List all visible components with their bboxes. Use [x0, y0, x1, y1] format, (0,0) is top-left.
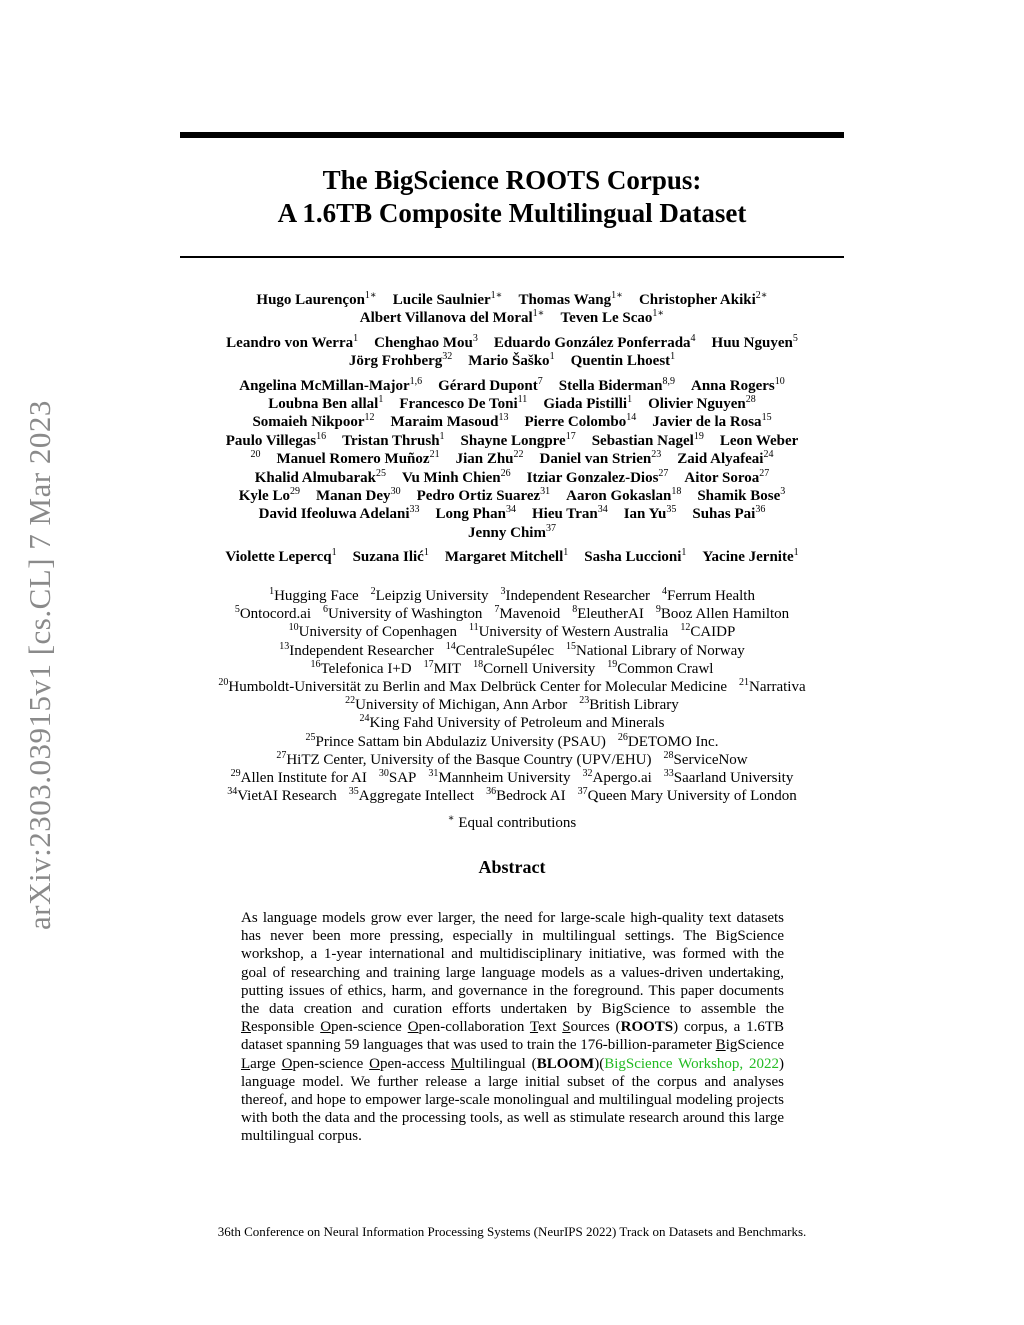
author-affiliation-mark: 1	[378, 394, 384, 406]
author-affiliation-mark: 26	[500, 467, 511, 479]
author-name: Itziar Gonzalez-Dios$^{27}$	[526, 467, 669, 486]
author-name: Chenghao Mou$^3$	[374, 332, 478, 351]
author-affiliation-mark: 1,6	[409, 375, 423, 387]
author-affiliation-mark: 3	[472, 332, 478, 344]
author-affiliation-mark: 10	[774, 375, 785, 387]
author-affiliation-mark: 32	[442, 351, 453, 363]
affiliation: $^{35}$Aggregate Intellect	[348, 786, 475, 805]
equal-contribution-mark: ∗	[447, 813, 455, 824]
affiliation: $^9$Booz Allen Hamilton	[655, 604, 790, 623]
affiliation-line	[170, 696, 854, 714]
abstract-text-3: language model. We further release a large initial subset of the corpus and analyses thereof, and hope to empower large-scale monolingual and multilingual modeling projects with both the data and the processing tools, as well as stimulate research around this large multilingual corpus.	[241, 1073, 784, 1145]
affiliation-line	[170, 605, 854, 623]
author-affiliation-mark: 37	[545, 522, 556, 534]
affiliation: $^3$Independent Researcher	[500, 586, 651, 604]
author-affiliation-mark: 34	[597, 504, 608, 516]
author-name: Loubna Ben allal$^1$	[268, 394, 384, 413]
author-name: Giada Pistilli$^1$	[543, 394, 633, 413]
author-list	[176, 291, 848, 573]
author-affiliation-mark: 1	[627, 394, 633, 406]
affiliation: $^{30}$SAP	[378, 768, 417, 787]
author-line	[176, 352, 848, 370]
author-name: Tristan Thrush$^1$	[342, 430, 445, 449]
affiliation-line	[170, 587, 854, 605]
affiliation: $^{26}$DETOMO Inc.	[617, 731, 719, 750]
author-affiliation-mark: 16	[316, 430, 327, 442]
affiliation: $^{23}$British Library	[579, 695, 679, 714]
author-affiliation-mark: 27	[759, 467, 770, 479]
title-line-2: A 1.6TB Composite Multilingual Dataset	[277, 198, 747, 228]
author-name: Khalid Almubarak$^{25}$	[254, 467, 386, 486]
author-name: Pedro Ortiz Suarez$^{31}$	[416, 486, 551, 505]
affiliation-line	[170, 642, 854, 660]
author-group	[176, 291, 848, 328]
abstract-heading: Abstract	[478, 857, 546, 877]
citation-name[interactable]: BigScience Workshop	[604, 1055, 740, 1072]
author-name: Quentin Lhoest$^1$	[570, 351, 676, 370]
author-affiliation-mark: 20	[250, 449, 261, 461]
top-rule	[180, 132, 844, 138]
author-affiliation-mark: 29	[289, 486, 300, 498]
author-name: Aaron Gokaslan$^{18}$	[566, 486, 682, 505]
author-affiliation-mark: 8,9	[662, 375, 675, 387]
author-affiliation-mark: 1	[793, 547, 799, 559]
title-rule	[180, 256, 844, 258]
affiliation: $^{34}$VietAI Research	[227, 786, 337, 805]
author-line	[176, 334, 848, 352]
author-name: Daniel van Strien$^{23}$	[539, 449, 662, 468]
author-name: Jörg Frohberg$^{32}$	[348, 351, 453, 370]
affiliation: $^1$Hugging Face	[269, 586, 359, 604]
author-affiliation-mark: 1∗	[611, 290, 623, 301]
author-name	[251, 451, 261, 467]
author-name: Albert Villanova del Moral$^{1∗}$	[359, 308, 545, 327]
affiliation: $^{16}$Telefonica I+D	[310, 658, 412, 677]
author-affiliation-mark: 1	[670, 351, 676, 363]
author-line	[176, 395, 848, 413]
author-name: Maraim Masoud$^{13}$	[390, 412, 509, 431]
affiliation: $^{36}$Bedrock AI	[486, 786, 566, 805]
author-line	[176, 548, 848, 566]
abstract-text-2: corpus, a 1.6TB dataset spanning 59 languages that was used to train the 176-billion-parameter	[241, 1019, 785, 1054]
abstract-body: As language models grow ever larger, the need for large-scale high-quality text datasets has never been more pressing, especially in multilingual settings. The BigScience workshop, a 1-year international and multidisciplinary initiative, was formed with the goal of researching and training large language models as a values-driven undertaking, putting issues of ethics, harm, and governance in the foreground. This paper documents the data creation and curation efforts undertaken by BigScience to assemble the Responsible Open-science Open-collaboration Text Sources (ROOTS) corpus, a 1.6TB dataset spanning 59 languages that was used to train the 176-billion-parameter BigScience Large Open-science Open-access Multilingual (BLOOM)(BigScience Workshop, 2022) language model. We further release a large initial subset of the corpus and analyses thereof, and hope to empower large-scale monolingual and multilingual modeling projects with both the data and the processing tools, as well as stimulate research around this large multilingual corpus.	[241, 910, 785, 1145]
affiliation: $^{20}$Humboldt-Universität zu Berlin and Max Delbrück Center for Molecular Medicine	[218, 677, 727, 696]
author-affiliation-mark: 1	[549, 351, 555, 363]
author-line	[176, 524, 848, 542]
affiliation: $^{33}$Saarland University	[663, 768, 794, 787]
author-name: Jian Zhu$^{22}$	[455, 449, 524, 468]
author-affiliation-mark: 1	[331, 547, 337, 559]
author-affiliation-mark: 1∗	[532, 308, 545, 320]
author-affiliation-mark: 1	[353, 332, 359, 344]
author-name: Eduardo González Ponferrada$^4$	[493, 332, 696, 351]
author-line	[176, 377, 848, 395]
author-name: Somaieh Nikpoor$^{12}$	[252, 412, 375, 431]
affiliation: $^{14}$CentraleSupélec	[445, 640, 555, 659]
author-affiliation-mark: 12	[364, 412, 375, 424]
author-name: Anna Rogers$^{10}$	[690, 375, 785, 394]
author-affiliation-mark: 1∗	[652, 308, 665, 320]
footer-venue: 36th Conference on Neural Information Processing Systems (NeurIPS 2022) Track on Datasets and Benchmarks.	[217, 1224, 807, 1239]
author-affiliation-mark: 36	[755, 504, 766, 516]
arxiv-stamp: arXiv:2303.03915v1 [cs.CL] 7 Mar 2023	[22, 400, 57, 930]
author-affiliation-mark: 24	[763, 449, 774, 461]
affiliation: $^{13}$Independent Researcher	[279, 640, 434, 659]
title-line-1: The BigScience ROOTS Corpus:	[322, 165, 702, 195]
affiliation: $^6$University of Washington	[323, 604, 483, 623]
author-affiliation-mark: 21	[429, 449, 440, 461]
author-name: Suhas Pai$^{36}$	[692, 504, 766, 523]
author-group	[176, 377, 848, 543]
author-name: Ian Yu$^{35}$	[623, 504, 677, 523]
author-name: Manuel Romero Muñoz$^{21}$	[276, 449, 440, 468]
affiliation: $^{27}$HiTZ Center, University of the Basque Country (UPV/EHU)	[276, 749, 652, 768]
author-affiliation-mark: 18	[671, 486, 682, 498]
paper-title	[180, 164, 844, 230]
citation-year[interactable]: 2022	[749, 1055, 780, 1072]
author-line	[176, 291, 848, 309]
author-name: Yacine Jernite$^1$	[702, 547, 799, 566]
author-affiliation-mark: 1	[439, 430, 445, 442]
author-name: Shamik Bose$^3$	[697, 486, 786, 505]
author-name: Mario Šaško$^1$	[468, 351, 555, 370]
affiliation-line	[170, 751, 854, 769]
author-name: Christopher Akiki$^{2∗}$	[638, 290, 768, 308]
author-name: Pierre Colombo$^{14}$	[524, 412, 637, 431]
affiliation-line	[170, 733, 854, 751]
author-name: Manan Dey$^{30}$	[315, 486, 401, 505]
affiliation: $^{29}$Allen Institute for AI	[230, 768, 367, 787]
affiliation-line	[170, 787, 854, 805]
author-name: Leandro von Werra$^1$	[226, 332, 359, 351]
author-line	[176, 432, 848, 450]
author-affiliation-mark: 31	[540, 486, 551, 498]
author-affiliation-mark: 17	[565, 430, 576, 442]
affiliation: $^{21}$Narrativa	[738, 677, 806, 696]
author-name: Paulo Villegas$^{16}$	[225, 430, 327, 449]
affiliation: $^{31}$Mannheim University	[428, 768, 571, 787]
author-affiliation-mark: 33	[409, 504, 420, 516]
author-affiliation-mark: 27	[658, 467, 669, 479]
author-line	[176, 505, 848, 523]
author-affiliation-mark: 35	[666, 504, 677, 516]
affiliation: $^{17}$MIT	[423, 658, 462, 677]
author-name: Sebastian Nagel$^{19}$	[591, 430, 704, 449]
author-name: Zaid Alyafeai$^{24}$	[677, 449, 774, 468]
author-affiliation-mark: 7	[537, 375, 543, 387]
affiliation-line	[170, 623, 854, 641]
affiliation-line	[170, 769, 854, 787]
author-affiliation-mark: 1∗	[490, 290, 503, 301]
author-affiliation-mark: 1∗	[364, 290, 377, 301]
affiliation: $^8$EleutherAI	[572, 604, 644, 623]
author-line	[176, 487, 848, 505]
author-name: Lucile Saulnier$^{1∗}$	[392, 290, 503, 308]
affiliation: $^7$Mavenoid	[494, 604, 561, 623]
author-line	[176, 450, 848, 468]
author-affiliation-mark: 13	[498, 412, 509, 424]
author-group	[176, 334, 848, 371]
author-name: Jenny Chim$^{37}$	[468, 522, 556, 541]
author-name: Kyle Lo$^{29}$	[238, 486, 300, 505]
author-line	[176, 413, 848, 431]
author-affiliation-mark: 28	[745, 394, 756, 406]
author-name: Olivier Nguyen$^{28}$	[648, 394, 756, 413]
author-name: Long Phan$^{34}$	[435, 504, 516, 523]
author-name: Gérard Dupont$^7$	[438, 375, 543, 394]
author-group	[176, 548, 848, 566]
affiliation: $^2$Leipzig University	[370, 586, 489, 604]
affiliation: $^{24}$King Fahd University of Petroleum and Minerals	[359, 713, 665, 732]
author-affiliation-mark: 1	[423, 547, 429, 559]
author-name: Violette Lepercq$^1$	[225, 547, 337, 566]
author-affiliation-mark: 4	[690, 332, 696, 344]
author-name: Shayne Longpre$^{17}$	[460, 430, 576, 449]
bloom-expansion: BigScience Large Open-science Open-access Multilingual	[241, 1037, 784, 1072]
author-line	[176, 309, 848, 327]
author-name: Margaret Mitchell$^1$	[444, 547, 569, 566]
equal-contribution-text: Equal contributions	[458, 815, 577, 831]
roots-name: ROOTS	[620, 1019, 674, 1036]
author-name: Javier de la Rosa$^{15}$	[652, 412, 772, 431]
author-affiliation-mark: 15	[761, 412, 772, 424]
author-name: Sasha Luccioni$^1$	[584, 547, 687, 566]
affiliation: $^{15}$National Library of Norway	[566, 640, 745, 659]
abstract-text-1: As language models grow ever larger, the need for large-scale high-quality text datasets has never been more pressing, especially in multilingual settings. The BigScience workshop, a 1-year international and multidisciplinary initiative, was formed with the goal of researching and training large language models as a values-driven undertaking, putting issues of ethics, harm, and governance in the foreground. This paper documents the data creation and curation efforts undertaken by BigScience to assemble the	[241, 910, 784, 1018]
author-name: Stella Biderman$^{8,9}$	[558, 375, 675, 394]
affiliation: $^{37}$Queen Mary University of London	[577, 786, 797, 805]
affiliation: $^{25}$Prince Sattam bin Abdulaziz University (PSAU)	[305, 731, 606, 750]
author-affiliation-mark: 34	[505, 504, 516, 516]
author-name: Vu Minh Chien$^{26}$	[401, 467, 511, 486]
affiliation: $^{11}$University of Western Australia	[468, 622, 669, 641]
bloom-name: BLOOM	[536, 1055, 595, 1072]
affiliation: $^4$Ferrum Health	[662, 586, 755, 604]
affiliation: $^5$Ontocord.ai	[234, 604, 312, 623]
equal-contribution-note	[180, 815, 844, 832]
roots-expansion: Responsible Open-science Open-collaboration Text Sources	[241, 1019, 610, 1036]
affiliation: $^{10}$University of Copenhagen	[288, 622, 457, 641]
author-name: Angelina McMillan-Major$^{1,6}$	[239, 375, 423, 394]
author-affiliation-mark: 19	[693, 430, 704, 442]
affiliation: $^{19}$Common Crawl	[607, 658, 714, 677]
affiliation: $^{18}$Cornell University	[473, 658, 596, 677]
affiliation: $^{28}$ServiceNow	[663, 749, 748, 768]
affiliation: $^{32}$Apergo.ai	[582, 768, 652, 787]
author-affiliation-mark: 14	[626, 412, 637, 424]
author-affiliation-mark: 30	[390, 486, 401, 498]
author-affiliation-mark: 1	[681, 547, 687, 559]
author-name: Hieu Tran$^{34}$	[531, 504, 608, 523]
affiliation-line	[170, 714, 854, 732]
author-affiliation-mark: 5	[792, 332, 798, 344]
author-name: Leon Weber	[719, 432, 799, 449]
author-name: Teven Le Scao$^{1∗}$	[560, 308, 665, 327]
author-affiliation-mark: 2∗	[755, 290, 768, 301]
author-affiliation-mark: 25	[375, 467, 386, 479]
author-affiliation-mark: 3	[780, 486, 786, 498]
author-line	[176, 469, 848, 487]
author-name: Huu Nguyen$^5$	[711, 332, 798, 351]
author-name: David Ifeoluwa Adelani$^{33}$	[258, 504, 420, 523]
author-affiliation-mark: 22	[513, 449, 524, 461]
author-affiliation-mark: 23	[651, 449, 662, 461]
author-affiliation-mark: 11	[517, 394, 528, 406]
author-name: Thomas Wang$^{1∗}$	[518, 290, 623, 308]
affiliation: $^{22}$University of Michigan, Ann Arbor	[345, 695, 568, 714]
citation-link[interactable]: BigScience Workshop, 2022	[604, 1055, 780, 1072]
affiliation-list	[170, 587, 854, 805]
author-name: Suzana Ilić$^1$	[352, 547, 429, 566]
affiliation-line	[170, 678, 854, 696]
affiliation-line	[170, 660, 854, 678]
affiliation: $^{12}$CAIDP	[680, 622, 736, 641]
author-name: Francesco De Toni$^{11}$	[399, 394, 528, 413]
author-name: Hugo Laurençon$^{1∗}$	[256, 290, 377, 308]
author-affiliation-mark: 1	[563, 547, 569, 559]
author-name: Aitor Soroa$^{27}$	[684, 467, 770, 486]
